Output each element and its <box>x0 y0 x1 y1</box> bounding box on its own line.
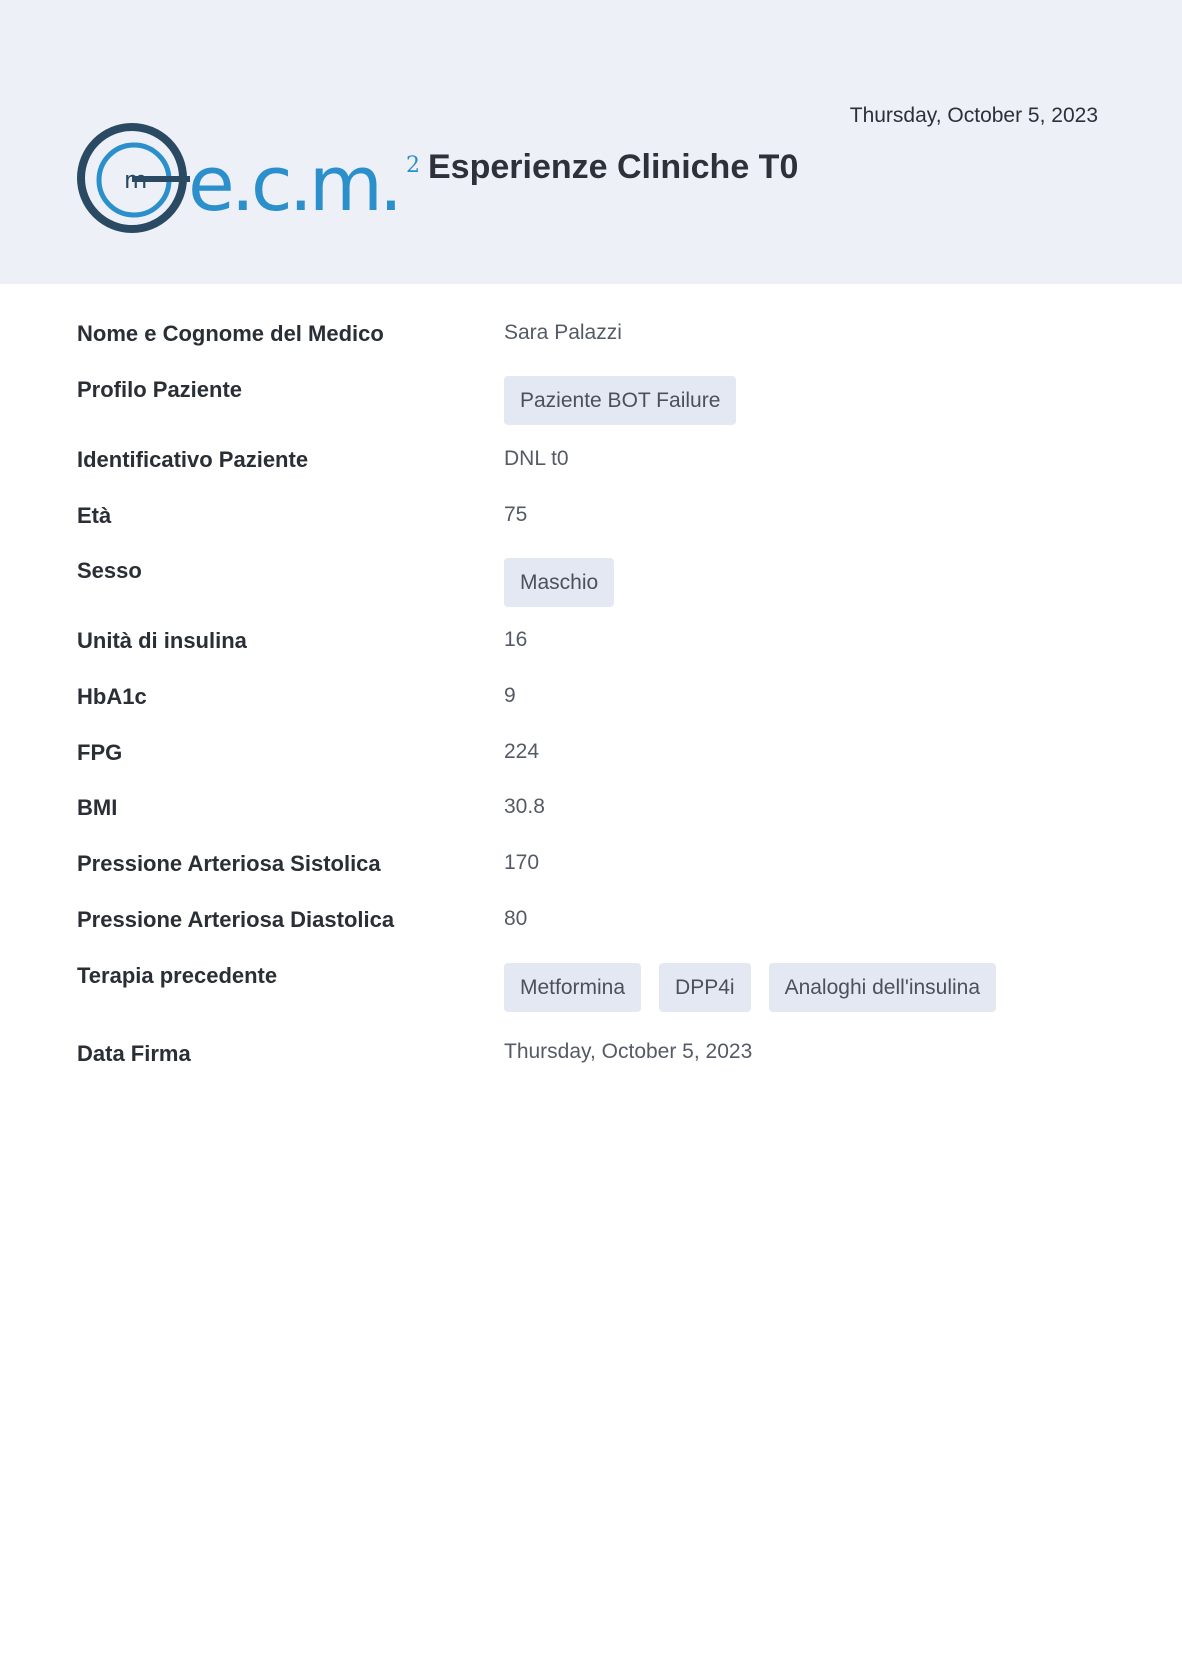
field-value: 80 <box>504 907 528 930</box>
tag-group <box>504 963 996 1012</box>
ecm-logo-mark <box>81 127 190 229</box>
field-label: Profilo Paziente <box>77 377 243 402</box>
tag: DPP4i <box>659 963 751 1012</box>
field-value: DNL t0 <box>504 447 569 470</box>
logo-wordmark: e.c.m. <box>188 139 400 228</box>
field-label: Pressione Arteriosa Sistolica <box>77 851 381 876</box>
field-label: FPG <box>77 740 123 765</box>
field-label: Sesso <box>77 558 142 583</box>
logo-monogram: m <box>124 166 148 194</box>
field-value: 224 <box>504 740 540 763</box>
field-value: 9 <box>504 684 516 707</box>
field-label: Età <box>77 503 112 528</box>
field-label: HbA1c <box>77 684 147 709</box>
logo-superscript: 2 <box>406 153 420 178</box>
field-label: Pressione Arteriosa Diastolica <box>77 907 395 932</box>
header-date: Thursday, October 5, 2023 <box>849 104 1098 127</box>
field-label: Identificativo Paziente <box>77 447 309 472</box>
tag: Maschio <box>504 558 614 607</box>
tag: Metformina <box>504 963 641 1012</box>
field-label: Nome e Cognome del Medico <box>77 321 384 346</box>
field-value: Sara Palazzi <box>504 321 622 344</box>
field-label: Data Firma <box>77 1041 191 1066</box>
field-value: 170 <box>504 851 540 874</box>
document-title: Esperienze Cliniche T0 <box>428 148 799 186</box>
field-label: Terapia precedente <box>77 963 278 988</box>
tag-group <box>504 558 614 607</box>
field-value: 75 <box>504 503 528 526</box>
field-value: 30.8 <box>504 795 545 818</box>
field-value: 16 <box>504 628 528 651</box>
field-label: BMI <box>77 795 118 820</box>
field-label: Unità di insulina <box>77 628 247 653</box>
page-header <box>0 0 1182 284</box>
tag-group <box>504 376 736 425</box>
tag: Paziente BOT Failure <box>504 376 736 425</box>
tag: Analoghi dell'insulina <box>769 963 996 1012</box>
ecm-logo <box>76 122 422 238</box>
field-value: Thursday, October 5, 2023 <box>504 1040 753 1063</box>
